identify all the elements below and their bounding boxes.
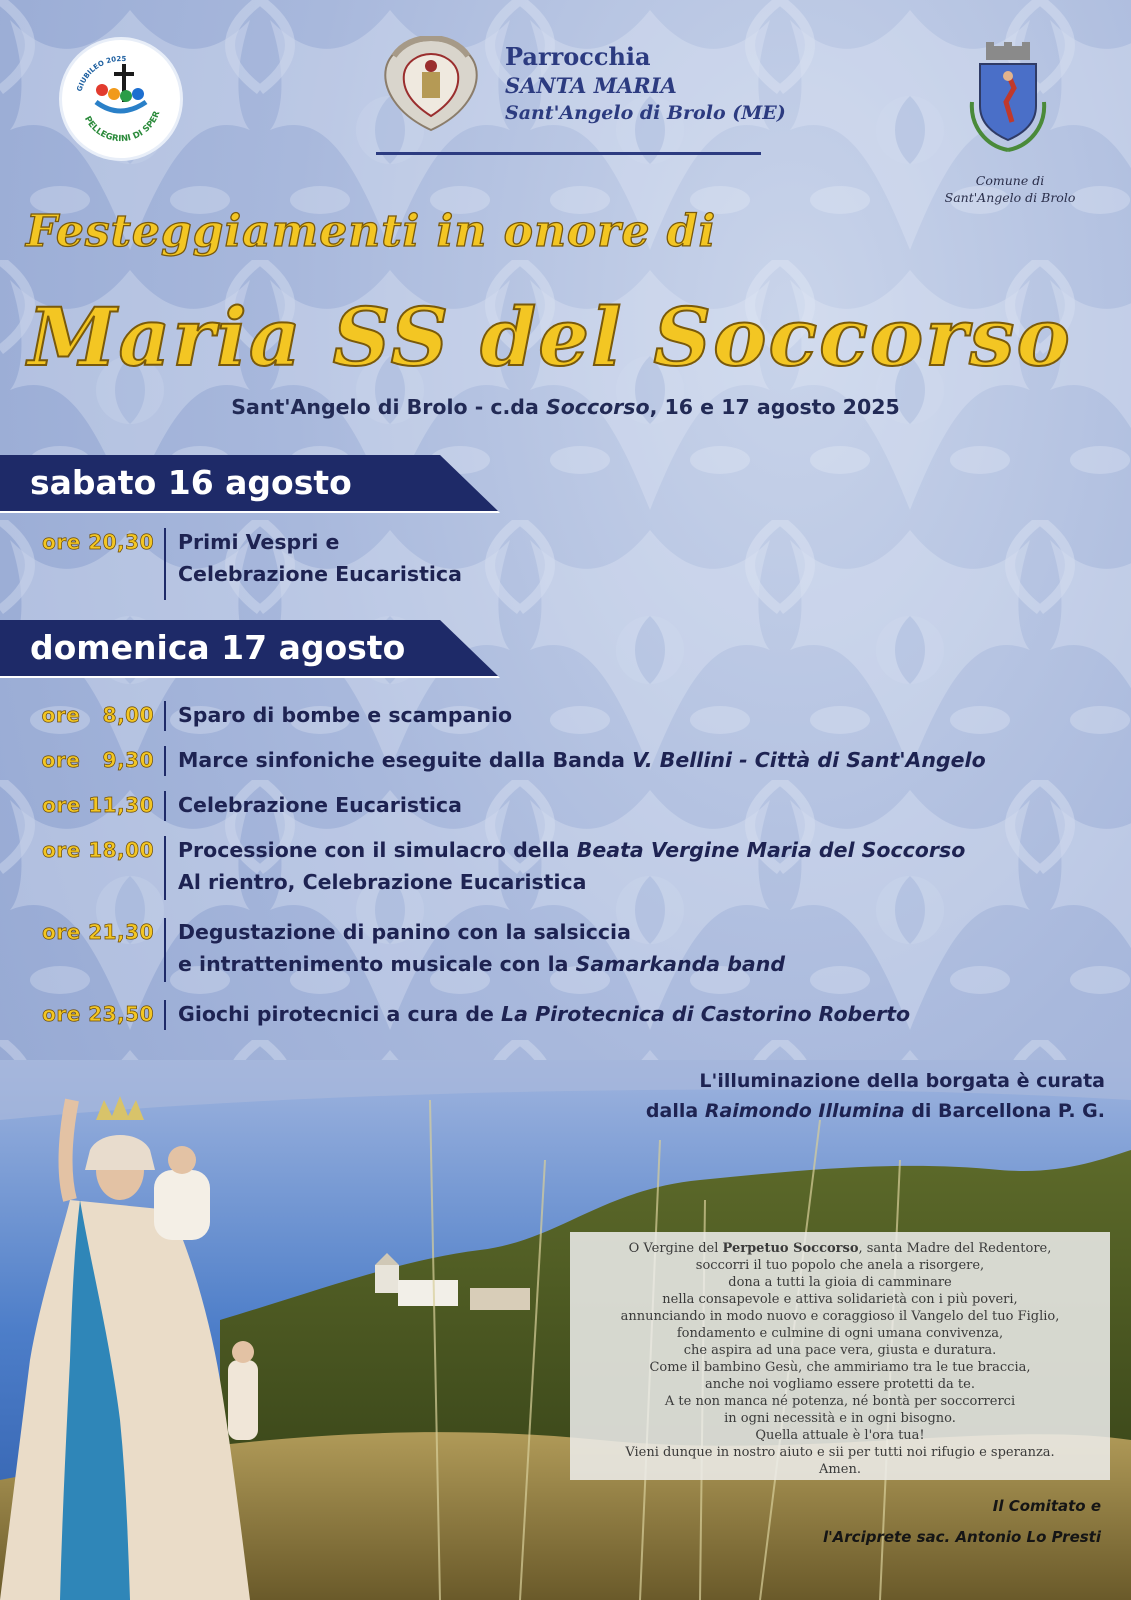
event-line bbox=[178, 834, 1078, 866]
parish-location: Sant'Angelo di Brolo (ME) bbox=[505, 102, 786, 124]
lighting-text: dalla bbox=[645, 1100, 705, 1122]
jubilee-2025-logo bbox=[62, 40, 180, 158]
parish-label: Parrocchia bbox=[505, 42, 651, 71]
subtitle-place: Sant'Angelo di Brolo - c.da bbox=[231, 395, 546, 419]
prayer-line: che aspira ad una pace vera, giusta e duratura. bbox=[683, 1343, 997, 1358]
lighting-line: L'illuminazione della borgata è curata bbox=[699, 1070, 1105, 1092]
day-label: domenica 17 agosto bbox=[30, 628, 406, 667]
signature-priest: l'Arciprete sac. Antonio Lo Presti bbox=[822, 1528, 1101, 1546]
event-time: ore 23,50 bbox=[42, 1002, 154, 1026]
prayer-line: Amen. bbox=[819, 1462, 861, 1477]
event-description: Celebrazione Eucaristica bbox=[178, 793, 462, 817]
lighting-credit bbox=[646, 1066, 1105, 1126]
prayer-line: nella consapevole e attiva solidarietà con i più poveri, bbox=[662, 1292, 1018, 1307]
prayer-line: soccorri il tuo popolo che anela a risorgere, bbox=[695, 1258, 985, 1273]
event-description bbox=[178, 744, 1078, 776]
svg-text:GIUBILEO 2025: GIUBILEO 2025 bbox=[75, 54, 127, 93]
lighting-text: di Barcellona P. G. bbox=[904, 1100, 1105, 1122]
parish-name-block bbox=[505, 42, 786, 124]
prayer-line: annunciando in modo nuovo e coraggioso il Vangelo del tuo Figlio, bbox=[620, 1309, 1060, 1324]
prayer-line: in ogni necessità e in ogni bisogno. bbox=[724, 1411, 956, 1426]
lighting-company: Raimondo Illumina bbox=[704, 1100, 905, 1122]
event-time: ore 18,00 bbox=[42, 838, 154, 862]
title-line-2: Maria SS del Soccorso bbox=[28, 290, 1072, 384]
event-time: ore 11,30 bbox=[42, 793, 154, 817]
row-divider bbox=[164, 791, 166, 821]
title-line-1: Festeggiamenti in onore di bbox=[26, 206, 717, 257]
prayer-line: dona a tutti la gioia di camminare bbox=[728, 1275, 952, 1290]
lighting-line bbox=[646, 1096, 1105, 1126]
event-description bbox=[178, 916, 1078, 980]
prayer-line: anche noi vogliamo essere protetti da te. bbox=[705, 1377, 975, 1392]
prayer-line: Come il bambino Gesù, che ammiriamo tra le tue braccia, bbox=[649, 1360, 1031, 1375]
row-divider bbox=[164, 918, 166, 982]
prayer-line: A te non manca né potenza, né bontà per soccorrerci bbox=[664, 1394, 1016, 1409]
header-divider bbox=[376, 152, 761, 155]
event-text: Giochi pirotecnici a cura de bbox=[178, 1002, 502, 1026]
prayer-text: O Vergine del bbox=[628, 1241, 723, 1256]
band-name: V. Bellini - Città di Sant'Angelo bbox=[632, 748, 986, 772]
event-line: Degustazione di panino con la salsiccia bbox=[178, 920, 631, 944]
event-line bbox=[178, 948, 1078, 980]
event-description bbox=[178, 998, 1078, 1030]
svg-text:PELLEGRINI DI SPERANZA: PELLEGRINI DI SPER bbox=[82, 109, 163, 145]
comune-town: Sant'Angelo di Brolo bbox=[944, 190, 1076, 205]
fireworks-company: La Pirotecnica di Castorino Roberto bbox=[501, 1002, 911, 1026]
subtitle-locality: Soccorso bbox=[545, 395, 650, 419]
row-divider bbox=[164, 746, 166, 776]
day-label: sabato 16 agosto bbox=[30, 463, 352, 502]
parish-coat-of-arms bbox=[380, 36, 482, 134]
band-name: Samarkanda band bbox=[575, 952, 785, 976]
prayer-line: Vieni dunque in nostro aiuto e sii per tutti noi rifugio e speranza. bbox=[625, 1445, 1055, 1460]
prayer-emphasis: Perpetuo Soccorso bbox=[722, 1241, 859, 1256]
parish-name: SANTA MARIA bbox=[505, 73, 677, 98]
event-subtitle bbox=[0, 395, 1131, 419]
prayer-line: Quella attuale è l'ora tua! bbox=[755, 1428, 925, 1443]
day-banner-saturday bbox=[0, 455, 500, 513]
comune-label: Comune di bbox=[975, 173, 1045, 188]
event-time: ore 8,00 bbox=[41, 703, 154, 727]
event-text: Marce sinfoniche eseguite dalla Banda bbox=[178, 748, 633, 772]
prayer-box bbox=[570, 1232, 1110, 1480]
day-banner-sunday bbox=[0, 620, 500, 678]
row-divider bbox=[164, 528, 166, 600]
event-time: ore 21,30 bbox=[42, 920, 154, 944]
prayer-line bbox=[570, 1240, 1110, 1257]
statue-name: Beata Vergine Maria del Soccorso bbox=[576, 838, 966, 862]
event-description: Sparo di bombe e scampanio bbox=[178, 703, 513, 727]
event-time: ore 9,30 bbox=[41, 748, 154, 772]
event-time: ore 20,30 bbox=[42, 530, 154, 554]
row-divider bbox=[164, 836, 166, 900]
signature-committee: Il Comitato e bbox=[992, 1497, 1101, 1515]
subtitle-dates: , 16 e 17 agosto 2025 bbox=[649, 395, 900, 419]
comune-name bbox=[930, 172, 1090, 206]
event-line: Primi Vespri e bbox=[178, 530, 340, 554]
row-divider bbox=[164, 701, 166, 731]
prayer-line: fondamento e culmine di ogni umana convivenza, bbox=[676, 1326, 1004, 1341]
event-description bbox=[178, 526, 1078, 590]
event-line: Celebrazione Eucaristica bbox=[178, 562, 462, 586]
event-description bbox=[178, 834, 1078, 898]
event-text: e intrattenimento musicale con la bbox=[178, 952, 576, 976]
prayer-text: , santa Madre del Redentore, bbox=[858, 1241, 1052, 1256]
event-text: Processione con il simulacro della bbox=[178, 838, 577, 862]
event-line: Al rientro, Celebrazione Eucaristica bbox=[178, 870, 587, 894]
row-divider bbox=[164, 1000, 166, 1030]
comune-coat-of-arms bbox=[962, 42, 1054, 156]
